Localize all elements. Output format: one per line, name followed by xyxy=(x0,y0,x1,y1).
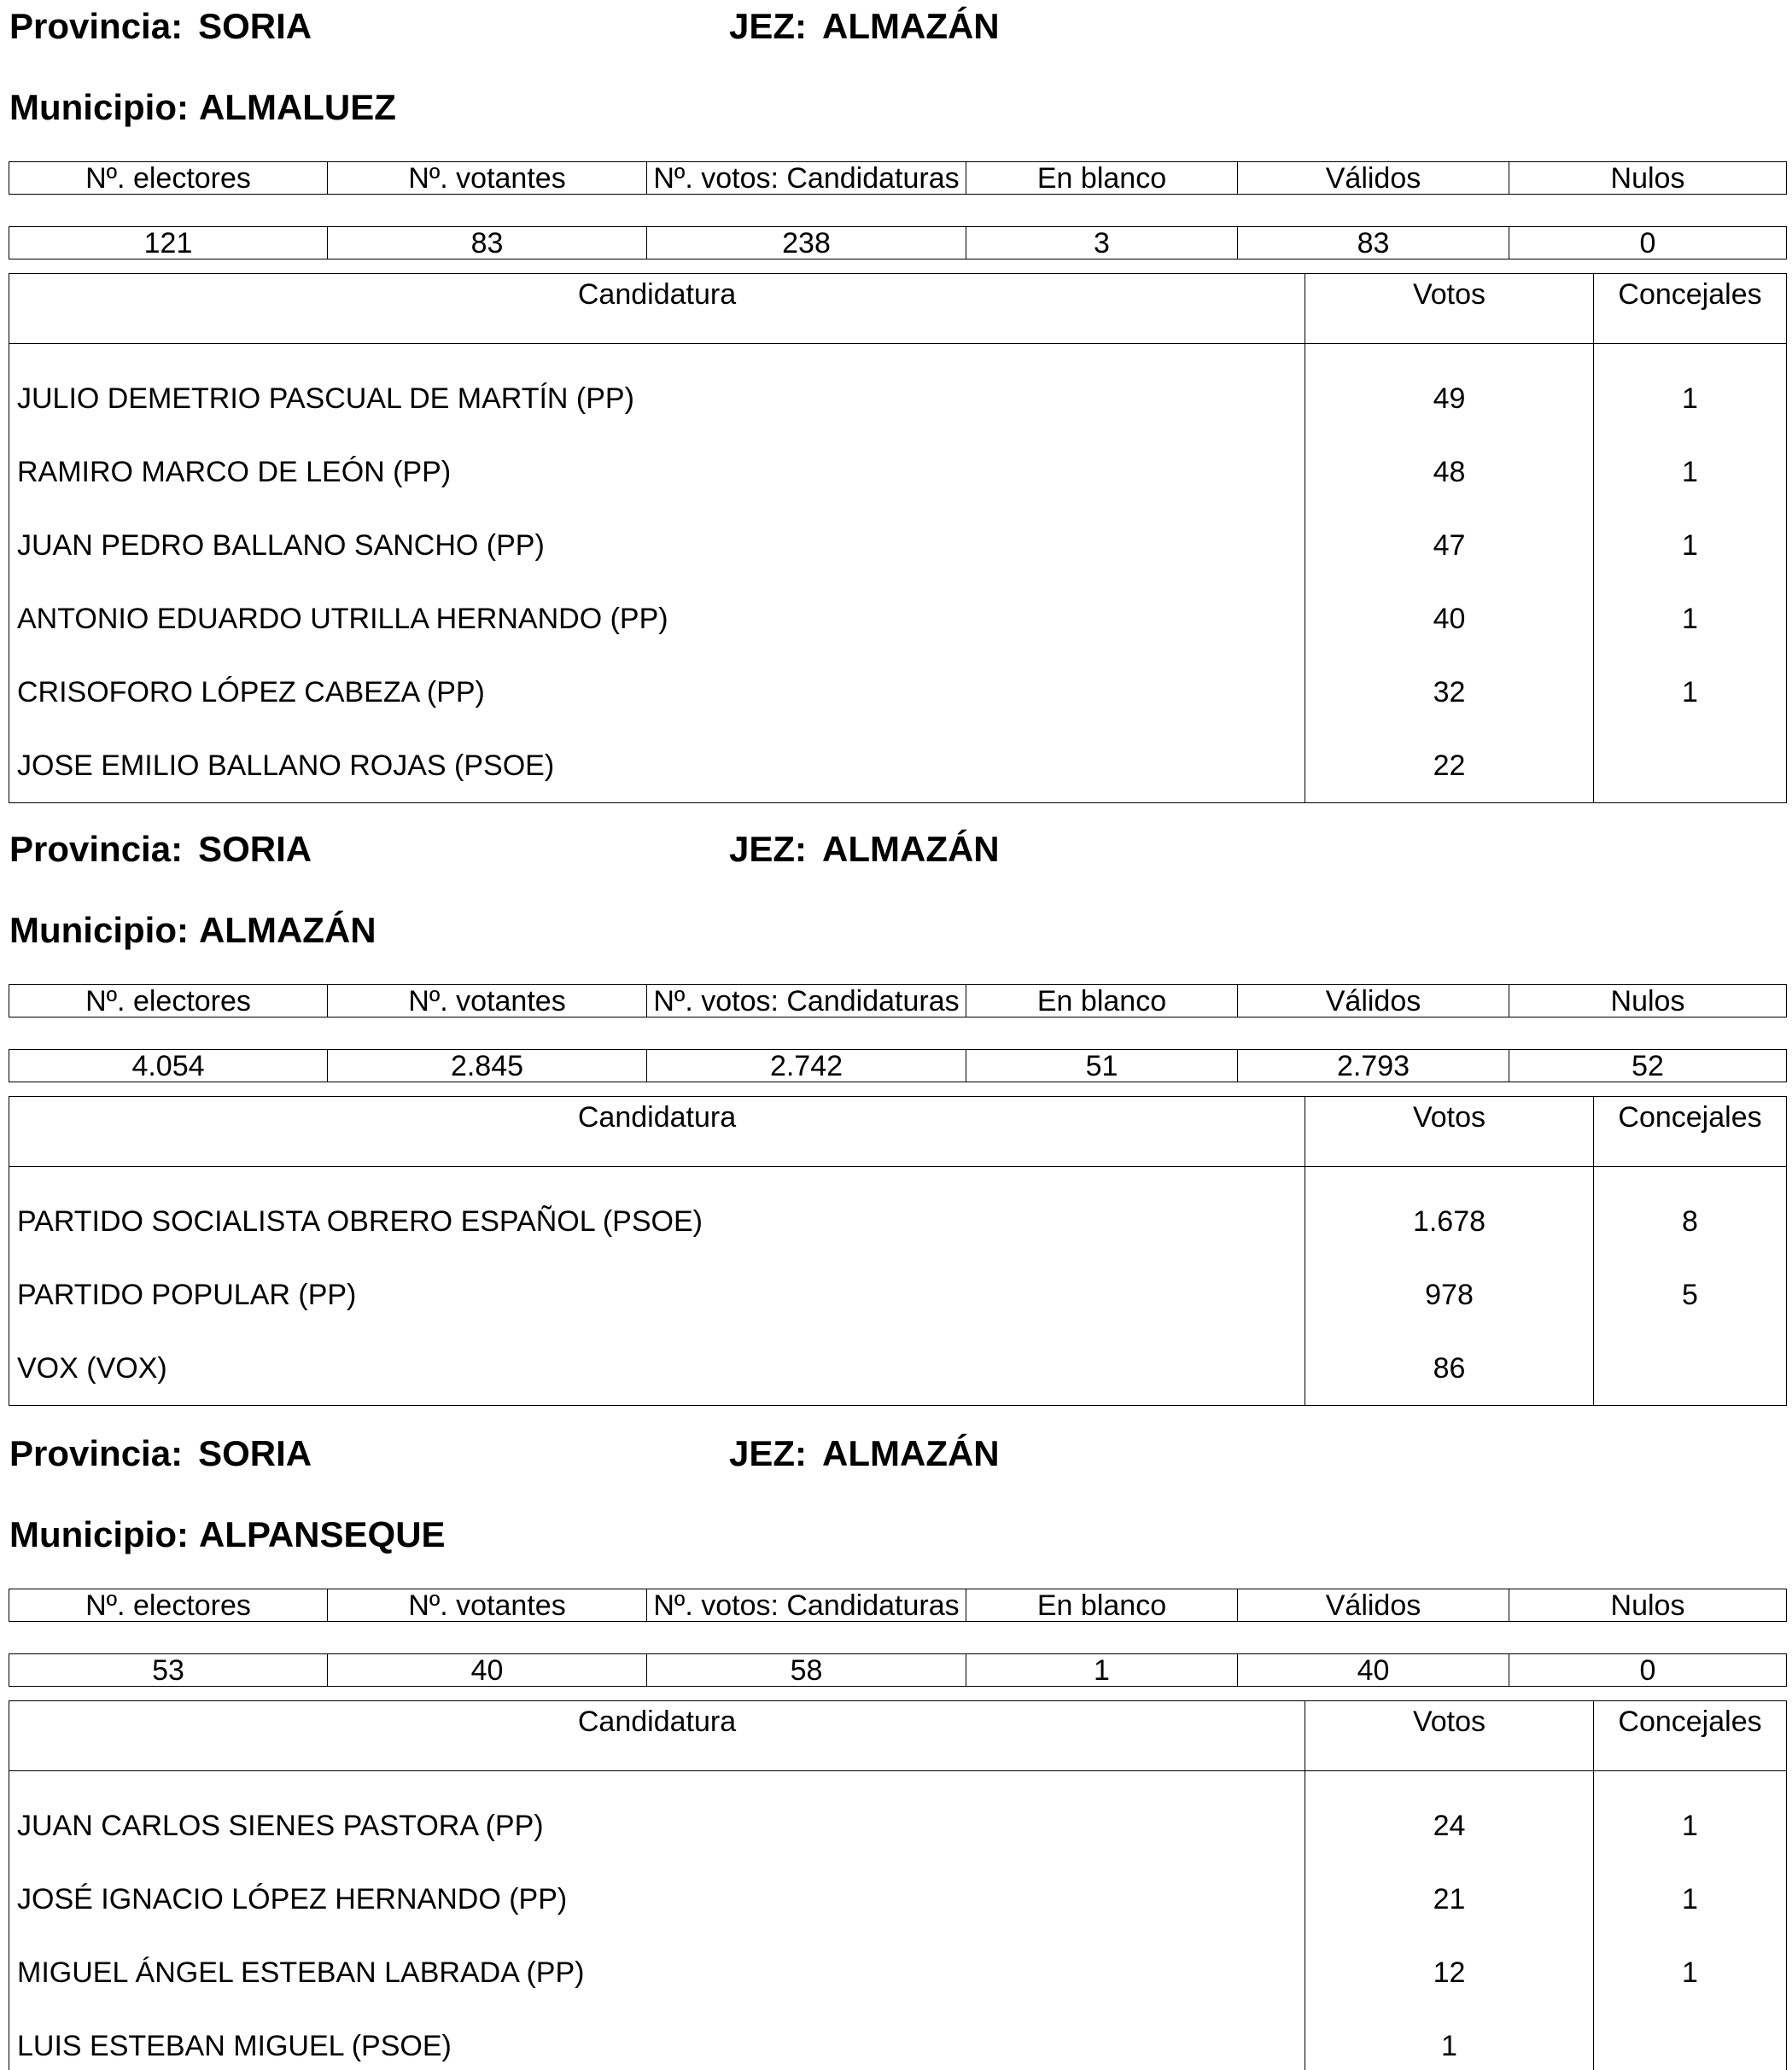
jez-label: JEZ: xyxy=(729,6,808,46)
candidate-votos: 47 xyxy=(1305,510,1594,583)
candidate-row xyxy=(9,1167,1787,1259)
stats-table xyxy=(9,984,1787,1082)
provincia-heading xyxy=(9,829,312,870)
stats-value-cell: 2.742 xyxy=(647,1050,966,1082)
stats-value-cell: 0 xyxy=(1509,1654,1787,1687)
candidate-votos: 24 xyxy=(1305,1771,1594,1863)
stats-header-cell: Nº. electores xyxy=(9,162,328,195)
stats-table xyxy=(9,1589,1787,1687)
candidate-name: JUAN PEDRO BALLANO SANCHO (PP) xyxy=(9,510,1305,583)
stats-value-cell: 121 xyxy=(9,227,328,259)
stats-header-row xyxy=(9,162,1787,195)
candidate-votos: 48 xyxy=(1305,436,1594,510)
candidate-concejales: 1 xyxy=(1594,510,1787,583)
stats-value-cell: 0 xyxy=(1509,227,1787,259)
candidates-header-row xyxy=(9,1701,1787,1771)
municipio-label: Municipio: xyxy=(9,1514,189,1554)
stats-header-cell: Válidos xyxy=(1238,985,1509,1018)
candidate-votos: 12 xyxy=(1305,1937,1594,2010)
candidates-header-cell: Concejales xyxy=(1594,274,1787,344)
stats-value-cell: 40 xyxy=(1238,1654,1509,1687)
candidates-table xyxy=(9,1096,1787,1406)
candidate-concejales: 1 xyxy=(1594,1863,1787,1937)
municipio-value: ALMALUEZ xyxy=(198,87,396,127)
candidate-name: CRISOFORO LÓPEZ CABEZA (PP) xyxy=(9,656,1305,730)
stats-table xyxy=(9,161,1787,259)
municipio-label: Municipio: xyxy=(9,87,189,127)
candidate-name: JOSÉ IGNACIO LÓPEZ HERNANDO (PP) xyxy=(9,1863,1305,1937)
stats-value-cell: 4.054 xyxy=(9,1050,328,1082)
candidate-row xyxy=(9,1863,1787,1937)
stats-value-cell: 52 xyxy=(1509,1050,1787,1082)
stats-header-cell: Nº. votantes xyxy=(328,985,647,1018)
provincia-value: SORIA xyxy=(198,829,312,869)
jez-heading xyxy=(729,829,1000,870)
candidates-header-cell: Votos xyxy=(1305,274,1594,344)
candidate-concejales: 5 xyxy=(1594,1259,1787,1332)
stats-header-row xyxy=(9,1589,1787,1622)
candidate-concejales: 1 xyxy=(1594,1771,1787,1863)
candidate-row xyxy=(9,344,1787,436)
stats-header-cell: Nulos xyxy=(1509,1589,1787,1622)
candidate-votos: 40 xyxy=(1305,583,1594,656)
stats-value-row xyxy=(9,1654,1787,1687)
jez-value: ALMAZÁN xyxy=(822,6,1000,46)
candidate-concejales xyxy=(1594,1332,1787,1406)
stats-value-cell: 40 xyxy=(328,1654,647,1687)
candidate-name: RAMIRO MARCO DE LEÓN (PP) xyxy=(9,436,1305,510)
provincia-label: Provincia: xyxy=(9,6,184,46)
candidates-header-cell: Candidatura xyxy=(9,274,1305,344)
stats-value-cell: 2.845 xyxy=(328,1050,647,1082)
municipio-value: ALMAZÁN xyxy=(198,910,376,950)
candidate-votos: 21 xyxy=(1305,1863,1594,1937)
municipio-label: Municipio: xyxy=(9,910,189,950)
stats-value-cell: 51 xyxy=(966,1050,1238,1082)
provincia-heading xyxy=(9,6,312,47)
municipio-heading xyxy=(9,1514,446,1555)
candidate-row xyxy=(9,1771,1787,1863)
candidate-row xyxy=(9,656,1787,730)
candidates-header-cell: Votos xyxy=(1305,1097,1594,1167)
candidate-concejales: 1 xyxy=(1594,344,1787,436)
stats-value-row xyxy=(9,227,1787,259)
candidates-header-row xyxy=(9,1097,1787,1167)
stats-header-row xyxy=(9,985,1787,1018)
jez-value: ALMAZÁN xyxy=(822,1433,1000,1473)
candidate-name: VOX (VOX) xyxy=(9,1332,1305,1406)
candidate-name: JUAN CARLOS SIENES PASTORA (PP) xyxy=(9,1771,1305,1863)
candidate-name: PARTIDO POPULAR (PP) xyxy=(9,1259,1305,1332)
candidate-concejales xyxy=(1594,730,1787,803)
provincia-value: SORIA xyxy=(198,1433,312,1473)
candidates-header-cell: Concejales xyxy=(1594,1701,1787,1771)
candidate-row xyxy=(9,583,1787,656)
candidate-name: JOSE EMILIO BALLANO ROJAS (PSOE) xyxy=(9,730,1305,803)
stats-value-cell: 83 xyxy=(328,227,647,259)
candidates-header-cell: Concejales xyxy=(1594,1097,1787,1167)
candidate-concejales: 1 xyxy=(1594,583,1787,656)
candidates-header-cell: Votos xyxy=(1305,1701,1594,1771)
provincia-label: Provincia: xyxy=(9,1433,184,1473)
stats-value-row xyxy=(9,1050,1787,1082)
stats-header-cell: Nulos xyxy=(1509,162,1787,195)
candidates-header-row xyxy=(9,274,1787,344)
candidate-concejales: 1 xyxy=(1594,1937,1787,2010)
candidate-concejales xyxy=(1594,2010,1787,2070)
candidates-table xyxy=(9,1700,1787,2070)
stats-header-cell: Nº. votos: Candidaturas xyxy=(647,162,966,195)
candidate-votos: 22 xyxy=(1305,730,1594,803)
stats-value-cell: 1 xyxy=(966,1654,1238,1687)
candidate-votos: 32 xyxy=(1305,656,1594,730)
candidate-votos: 978 xyxy=(1305,1259,1594,1332)
candidate-row xyxy=(9,730,1787,803)
provincia-label: Provincia: xyxy=(9,829,184,869)
stats-header-cell: Nº. votos: Candidaturas xyxy=(647,985,966,1018)
stats-value-cell: 53 xyxy=(9,1654,328,1687)
jez-value: ALMAZÁN xyxy=(822,829,1000,869)
candidate-name: JULIO DEMETRIO PASCUAL DE MARTÍN (PP) xyxy=(9,344,1305,436)
candidate-name: MIGUEL ÁNGEL ESTEBAN LABRADA (PP) xyxy=(9,1937,1305,2010)
stats-header-cell: Nº. votos: Candidaturas xyxy=(647,1589,966,1622)
candidate-row xyxy=(9,1259,1787,1332)
candidate-votos: 49 xyxy=(1305,344,1594,436)
candidate-row xyxy=(9,510,1787,583)
stats-header-cell: Nulos xyxy=(1509,985,1787,1018)
candidate-name: LUIS ESTEBAN MIGUEL (PSOE) xyxy=(9,2010,1305,2070)
candidate-concejales: 1 xyxy=(1594,436,1787,510)
stats-header-cell: En blanco xyxy=(966,985,1238,1018)
candidate-name: ANTONIO EDUARDO UTRILLA HERNANDO (PP) xyxy=(9,583,1305,656)
stats-header-cell: En blanco xyxy=(966,162,1238,195)
jez-heading xyxy=(729,1433,1000,1474)
candidates-table xyxy=(9,273,1787,803)
jez-label: JEZ: xyxy=(729,1433,808,1473)
stats-value-cell: 238 xyxy=(647,227,966,259)
candidate-concejales: 8 xyxy=(1594,1167,1787,1259)
stats-header-cell: Válidos xyxy=(1238,162,1509,195)
stats-header-cell: En blanco xyxy=(966,1589,1238,1622)
candidate-row xyxy=(9,1937,1787,2010)
candidates-header-cell: Candidatura xyxy=(9,1097,1305,1167)
stats-value-cell: 83 xyxy=(1238,227,1509,259)
municipio-heading xyxy=(9,87,396,128)
stats-value-cell: 2.793 xyxy=(1238,1050,1509,1082)
stats-header-cell: Válidos xyxy=(1238,1589,1509,1622)
candidate-concejales: 1 xyxy=(1594,656,1787,730)
candidate-votos: 86 xyxy=(1305,1332,1594,1406)
candidates-header-cell: Candidatura xyxy=(9,1701,1305,1771)
candidate-name: PARTIDO SOCIALISTA OBRERO ESPAÑOL (PSOE) xyxy=(9,1167,1305,1259)
provincia-value: SORIA xyxy=(198,6,312,46)
stats-value-cell: 58 xyxy=(647,1654,966,1687)
candidate-votos: 1.678 xyxy=(1305,1167,1594,1259)
candidate-row xyxy=(9,2010,1787,2070)
candidate-row xyxy=(9,1332,1787,1406)
stats-header-cell: Nº. votantes xyxy=(328,162,647,195)
provincia-heading xyxy=(9,1433,312,1474)
stats-value-cell: 3 xyxy=(966,227,1238,259)
stats-header-cell: Nº. votantes xyxy=(328,1589,647,1622)
candidate-votos: 1 xyxy=(1305,2010,1594,2070)
municipio-heading xyxy=(9,910,376,951)
stats-header-cell: Nº. electores xyxy=(9,985,328,1018)
municipio-value: ALPANSEQUE xyxy=(198,1514,446,1554)
jez-heading xyxy=(729,6,1000,47)
candidate-row xyxy=(9,436,1787,510)
jez-label: JEZ: xyxy=(729,829,808,869)
stats-header-cell: Nº. electores xyxy=(9,1589,328,1622)
